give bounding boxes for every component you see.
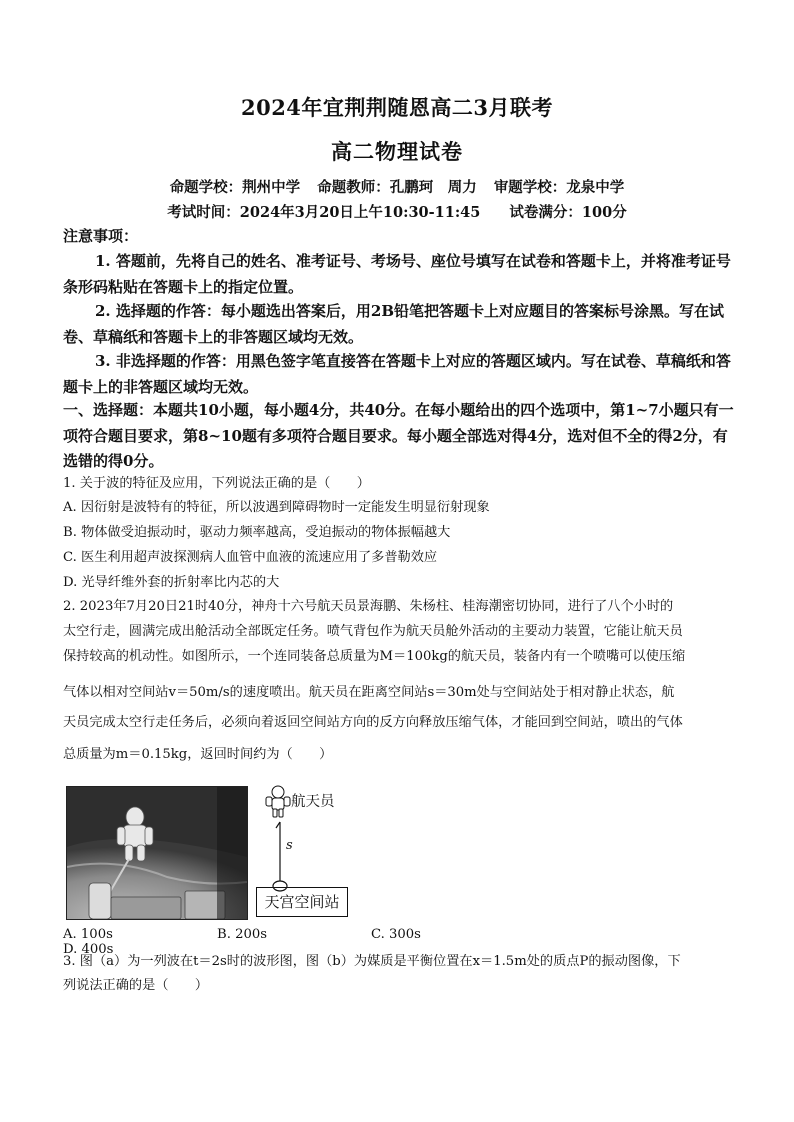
exam-subtitle: 高二物理试卷 [331, 139, 463, 164]
q2-option-a: A. 100s [63, 927, 113, 942]
q2-line-2: 太空行走，圆满完成出舱活动全部既定任务。喷气背包作为航天员舱外活动的主要动力装置，它能让航天员 [63, 624, 683, 639]
q2-line-5: 天员完成太空行走任务后，必须向着返回空间站方向的反方向释放压缩气体，才能回到空间站，喷出的气体 [63, 715, 683, 730]
q1-stem: 1. 关于波的特征及应用，下列说法正确的是（ ） [63, 476, 370, 491]
notes-item-3: 3. 非选择题的作答：用黑色签字笔直接答在答题卡上对应的答题区域内。写在试卷、草稿纸和答题卡上的非答题区域均无效。 [63, 352, 731, 396]
label-astronaut: 航天员 [291, 794, 335, 810]
q2-option-b: B. 200s [217, 927, 268, 942]
q1-option-a: A. 因衍射是波特有的特征，所以波遇到障碍物时一定能发生明显衍射现象 [63, 500, 490, 515]
astronaut-photo-graphic [67, 787, 247, 919]
notes-heading: 注意事项： [63, 227, 139, 245]
label-distance-s: s [286, 838, 293, 853]
label-station: 天宫空间站 [256, 887, 348, 917]
q2-option-d: D. 400s [63, 942, 114, 957]
meta-school: 命题学校：荆州中学 [169, 179, 301, 196]
q1-option-b: B. 物体做受迫振动时，驱动力频率越高，受迫振动的物体振幅越大 [63, 525, 451, 540]
meta-score: 试卷满分：100分 [509, 204, 627, 221]
q2-line-6: 总质量为m＝0.15kg，返回时间约为（ ） [63, 747, 333, 762]
exam-meta-line1 [0, 176, 794, 197]
astronaut-photo [66, 786, 248, 920]
q3-line-1: 3. 图（a）为一列波在t＝2s时的波形图，图（b）为媒质是平衡位置在x＝1.5m处的质点P的振动图像，下 [63, 954, 681, 969]
exam-title: 2024年宜荆荆随恩高二3月联考 [240, 95, 554, 120]
q3-line-2: 列说法正确的是（ ） [63, 978, 209, 993]
q2-option-c: C. 300s [371, 927, 421, 942]
meta-review-school: 审题学校：龙泉中学 [493, 179, 625, 196]
q2-line-4: 气体以相对空间站v＝50m/s的速度喷出。航天员在距离空间站s＝30m处与空间站处于相对静止状态，航 [63, 685, 675, 700]
q2-line-1: 2. 2023年7月20日21时40分，神舟十六号航天员景海鹏、朱杨柱、桂海潮密切协同，进行了八个小时的 [63, 599, 674, 614]
q1-option-d: D. 光导纤维外套的折射率比内芯的大 [63, 575, 280, 590]
meta-teachers: 命题教师：孔鹏珂 周力 [317, 179, 477, 196]
q1-option-c: C. 医生利用超声波探测病人血管中血液的流速应用了多普勒效应 [63, 550, 438, 565]
astronaut-icon [266, 786, 290, 817]
exam-meta-line2 [0, 201, 794, 222]
notes-item-1: 1. 答题前，先将自己的姓名、准考证号、考场号、座位号填写在试卷和答题卡上，并将准考证号条形码粘贴在答题卡上的指定位置。 [63, 252, 731, 296]
section1-heading: 一、选择题：本题共10小题，每小题4分，共40分。在每小题给出的四个选项中，第1~7小题只有一项符合题目要求，第8~10题有多项符合题目要求。每小题全部选对得4分，选对但不全的得2分，有选错的得0分。 [63, 401, 734, 470]
q2-line-3: 保持较高的机动性。如图所示，一个连同装备总质量为M＝100kg的航天员，装备内有一个喷嘴可以使压缩 [63, 649, 686, 664]
notes-item-2: 2. 选择题的作答：每小题选出答案后，用2B铅笔把答题卡上对应题目的答案标号涂黑。写在试卷、草稿纸和答题卡上的非答题区域均无效。 [63, 302, 725, 346]
meta-time: 考试时间：2024年3月20日上午10:30-11:45 [167, 204, 481, 221]
